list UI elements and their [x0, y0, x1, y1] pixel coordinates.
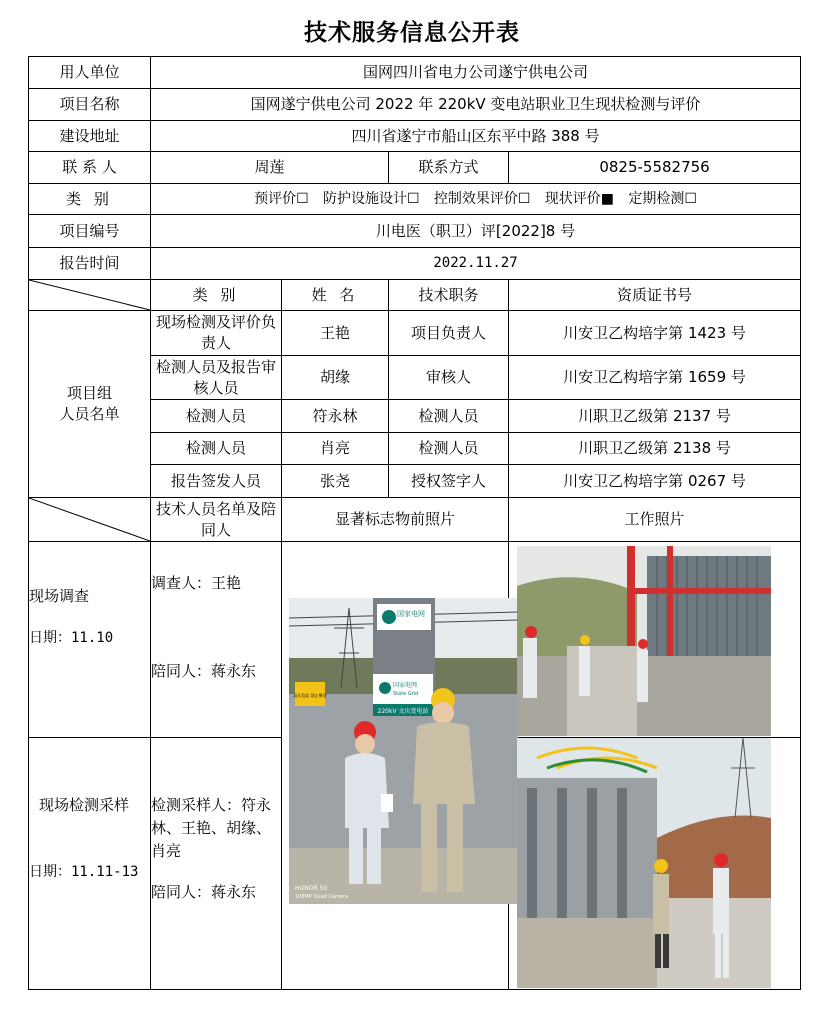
team-header-name: 姓 名 — [282, 280, 389, 311]
survey-companion: 陪同人：蒋永东 — [151, 662, 257, 680]
info-table — [28, 56, 801, 990]
project-no-value: 川电医（职卫）评[2022]8 号 — [151, 215, 801, 248]
landmark-photo-cell — [282, 542, 509, 990]
unit-value: 国网四川省电力公司遂宁供电公司 — [151, 57, 801, 89]
option-status-evaluation: 现状评价■ — [544, 191, 615, 207]
category-label: 类 别 — [29, 184, 151, 215]
work-photo-2-image — [517, 738, 771, 988]
member-name: 符永林 — [282, 400, 389, 433]
sampling-staff-cell — [151, 738, 282, 990]
work-photo-1 — [517, 546, 771, 736]
member-cert: 川职卫乙级第 2137 号 — [509, 400, 801, 433]
team-header-cert: 资质证书号 — [509, 280, 801, 311]
photo-header-landmark: 显著标志物前照片 — [282, 498, 509, 542]
survey-date: 日期：11.10 — [29, 630, 114, 646]
photo-header-work: 工作照片 — [509, 498, 801, 542]
member-title: 项目负责人 — [389, 311, 509, 356]
member-title: 审核人 — [389, 356, 509, 400]
work-photo-1-image — [517, 546, 771, 736]
member-name: 肖亮 — [282, 433, 389, 465]
survey-label: 现场调查 — [29, 587, 90, 605]
diagonal-line — [29, 498, 150, 541]
sign-company-top: 国家电网 — [397, 610, 425, 618]
option-control-evaluation: 控制效果评价☐ — [433, 191, 531, 207]
member-title: 检测人员 — [389, 433, 509, 465]
team-group-label-line1: 项目组 — [66, 384, 112, 402]
survey-label-cell — [29, 542, 151, 738]
sign-company-en: State Grid — [393, 691, 419, 697]
contact-method-label: 联系方式 — [389, 152, 509, 184]
report-time-label: 报告时间 — [29, 248, 151, 280]
member-category: 现场检测及评价负责人 — [151, 311, 282, 356]
contact-method-value: 0825-5582756 — [509, 152, 801, 184]
photo-header-staff: 技术人员名单及陪同人 — [151, 498, 282, 542]
category-options — [151, 184, 801, 215]
survey-investigator: 调查人：王艳 — [151, 574, 242, 592]
member-cert: 川安卫乙构培字第 1423 号 — [509, 311, 801, 356]
sign-station: 220kV 文庆变电站 — [377, 708, 429, 715]
contact-label: 联 系 人 — [29, 152, 151, 184]
member-category: 检测人员 — [151, 400, 282, 433]
report-time-value: 2022.11.27 — [151, 248, 801, 280]
sampling-date: 日期：11.11-13 — [29, 864, 139, 880]
team-group-label — [29, 311, 151, 498]
sampling-staff: 检测采样人：符永林、王艳、胡缘、肖亮 — [151, 796, 272, 860]
member-cert: 川安卫乙构培字第 1659 号 — [509, 356, 801, 400]
member-cert: 川安卫乙构培字第 0267 号 — [509, 465, 801, 498]
landmark-photo-image — [289, 598, 518, 904]
option-pre-evaluation: 预评价☐ — [254, 191, 309, 207]
member-name: 张尧 — [282, 465, 389, 498]
diagonal-header-cell — [29, 498, 151, 542]
team-header-title: 技术职务 — [389, 280, 509, 311]
option-periodic-testing: 定期检测☐ — [628, 191, 697, 207]
work-photo-2 — [517, 738, 771, 988]
member-title: 授权签字人 — [389, 465, 509, 498]
member-category: 检测人员及报告审核人员 — [151, 356, 282, 400]
team-header-category: 类 别 — [151, 280, 282, 311]
project-no-label: 项目编号 — [29, 215, 151, 248]
member-category: 检测人员 — [151, 433, 282, 465]
camera-watermark-1: HONOR 50 — [295, 885, 328, 892]
member-name: 王艳 — [282, 311, 389, 356]
sign-notice: 高压危险 禁止攀登 — [293, 693, 327, 698]
work-photo-cell-1 — [509, 542, 801, 738]
table-row — [29, 311, 801, 356]
page-title: 技术服务信息公开表 — [304, 19, 520, 46]
sign-company: 国家电网 — [393, 682, 418, 689]
team-group-label-line2: 人员名单 — [59, 405, 120, 423]
sampling-companion: 陪同人：蒋永东 — [151, 883, 257, 901]
survey-staff-cell — [151, 542, 282, 738]
address-label: 建设地址 — [29, 121, 151, 152]
contact-value: 周莲 — [151, 152, 389, 184]
landmark-photo — [289, 598, 518, 904]
member-name: 胡缘 — [282, 356, 389, 400]
unit-label: 用人单位 — [29, 57, 151, 89]
member-title: 检测人员 — [389, 400, 509, 433]
option-protection-design: 防护设施设计☐ — [323, 191, 420, 207]
sampling-label: 现场检测采样 — [39, 796, 130, 814]
project-name-label: 项目名称 — [29, 89, 151, 121]
sampling-label-cell — [29, 738, 151, 990]
diagonal-line — [29, 280, 150, 310]
member-cert: 川职卫乙级第 2138 号 — [509, 433, 801, 465]
camera-watermark-2: 108MP Quad Camera — [295, 894, 349, 900]
work-photo-cell-2 — [509, 738, 801, 990]
diagonal-header-cell — [29, 280, 151, 311]
member-category: 报告签发人员 — [151, 465, 282, 498]
address-value: 四川省遂宁市船山区东平中路 388 号 — [151, 121, 801, 152]
project-name-value: 国网遂宁供电公司 2022 年 220kV 变电站职业卫生现状检测与评价 — [151, 89, 801, 121]
